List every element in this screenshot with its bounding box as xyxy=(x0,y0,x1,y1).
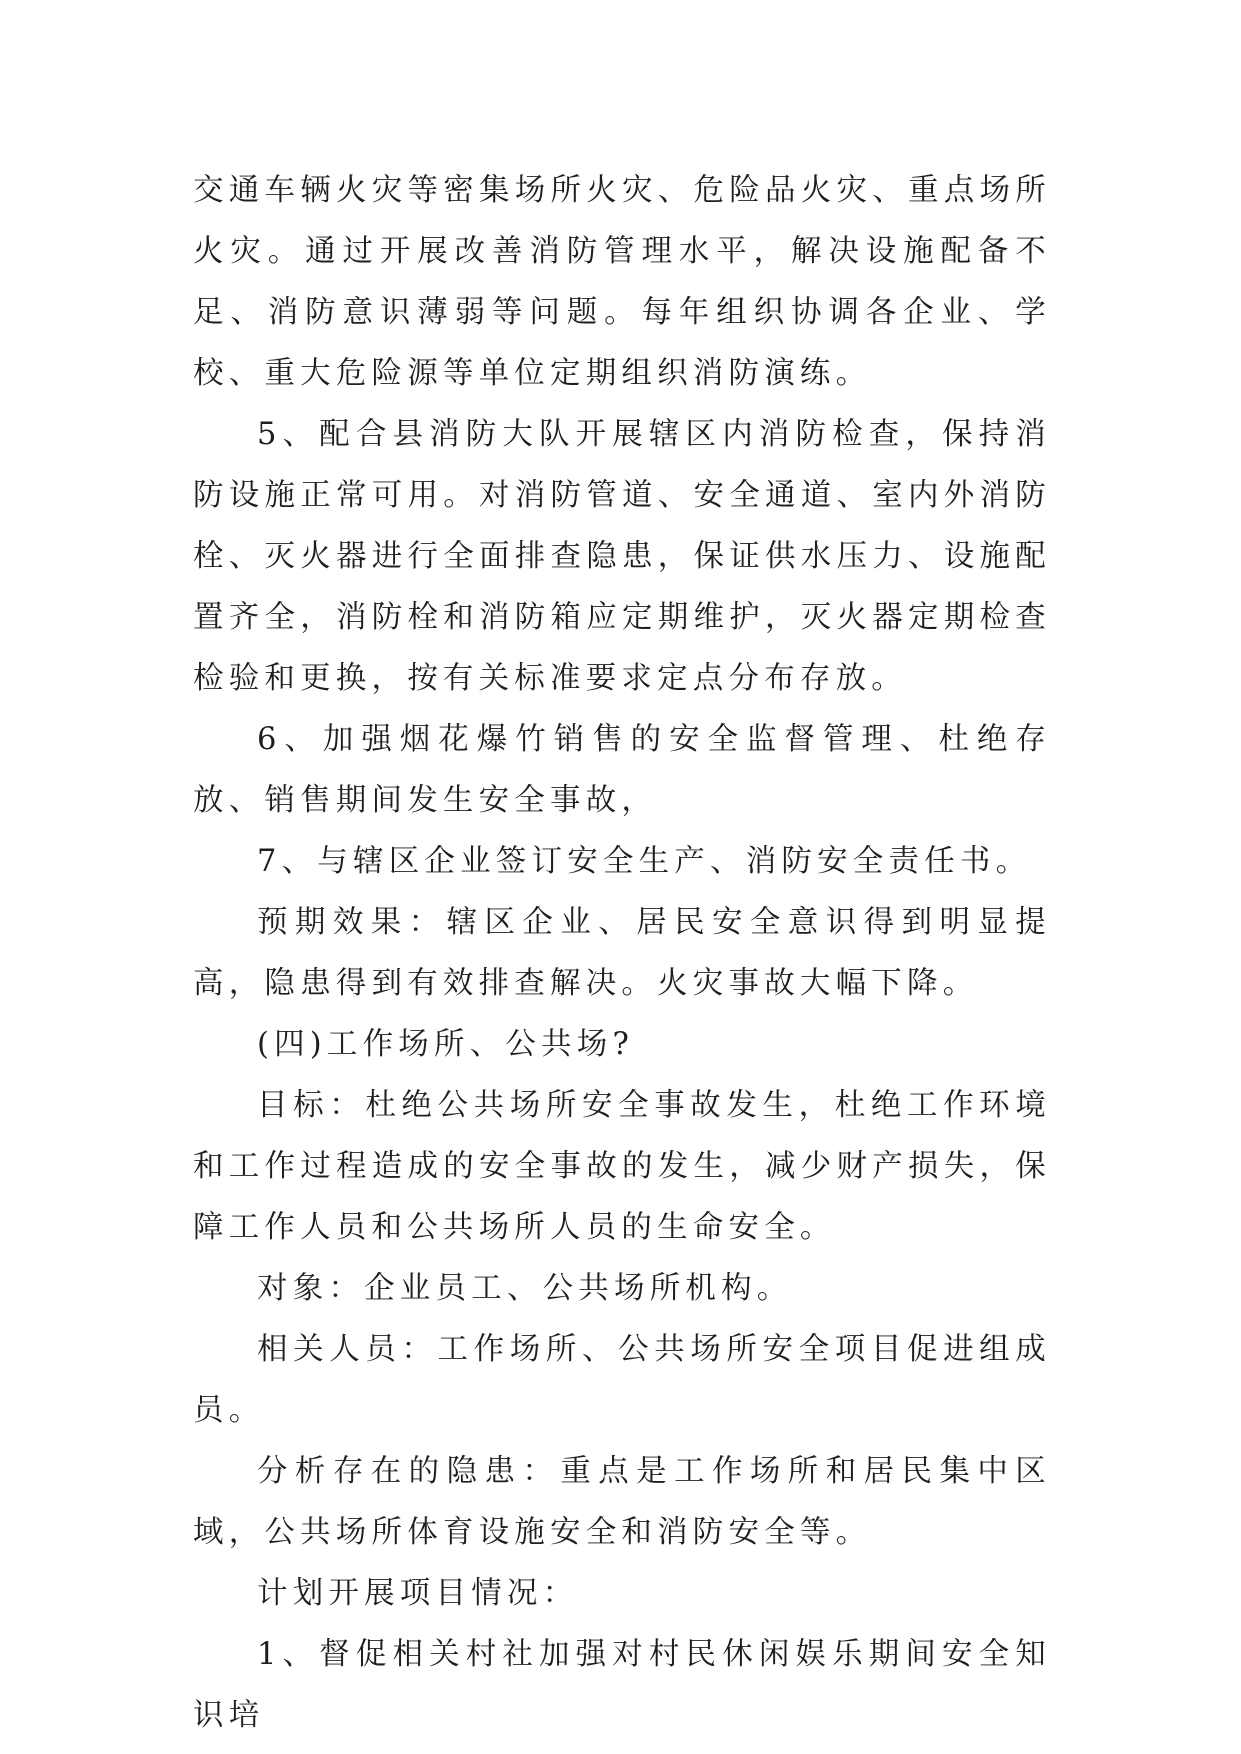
paragraph-item-5: 5、配合县消防大队开展辖区内消防检查，保持消防设施正常可用。对消防管道、安全通道、室内外消防栓、灭火器进行全面排查隐患，保证供水压力、设施配置齐全，消防栓和消防箱应定期维护，灭火器定期检查检验和更换，按有关标准要求定点分布存放。 xyxy=(193,417,1051,696)
paragraph-item-6: 6、加强烟花爆竹销售的安全监督管理、杜绝存放、销售期间发生安全事故， xyxy=(193,722,1051,818)
section-heading: (四)工作场所、公共场? xyxy=(257,1027,635,1062)
paragraph-continuation: 交通车辆火灾等密集场所火灾、危险品火灾、重点场所火灾。通过开展改善消防管理水平，解决设施配备不足、消防意识薄弱等问题。每年组织协调各企业、学校、重大危险源等单位定期组织消防演练。 xyxy=(193,173,1051,391)
paragraph-plan-heading: 计划开展项目情况： xyxy=(257,1576,579,1611)
paragraph-hazard-analysis: 分析存在的隐患：重点是工作场所和居民集中区域，公共场所体育设施安全和消防安全等。 xyxy=(193,1454,1051,1550)
paragraph-plan-item-1: 1、督促相关村社加强对村民休闲娱乐期间安全知识培 xyxy=(193,1637,1051,1733)
document-body xyxy=(193,160,1051,1746)
paragraph-target: 对象：企业员工、公共场所机构。 xyxy=(257,1271,793,1306)
paragraph-personnel: 相关人员：工作场所、公共场所安全项目促进组成员。 xyxy=(193,1332,1051,1428)
paragraph-item-7: 7、与辖区企业签订安全生产、消防安全责任书。 xyxy=(257,844,1032,879)
paragraph-goal: 目标：杜绝公共场所安全事故发生，杜绝工作环境和工作过程造成的安全事故的发生，减少财产损失，保障工作人员和公共场所人员的生命安全。 xyxy=(193,1088,1051,1245)
paragraph-expected-effect: 预期效果：辖区企业、居民安全意识得到明显提高，隐患得到有效排查解决。火灾事故大幅下降。 xyxy=(193,905,1051,1001)
